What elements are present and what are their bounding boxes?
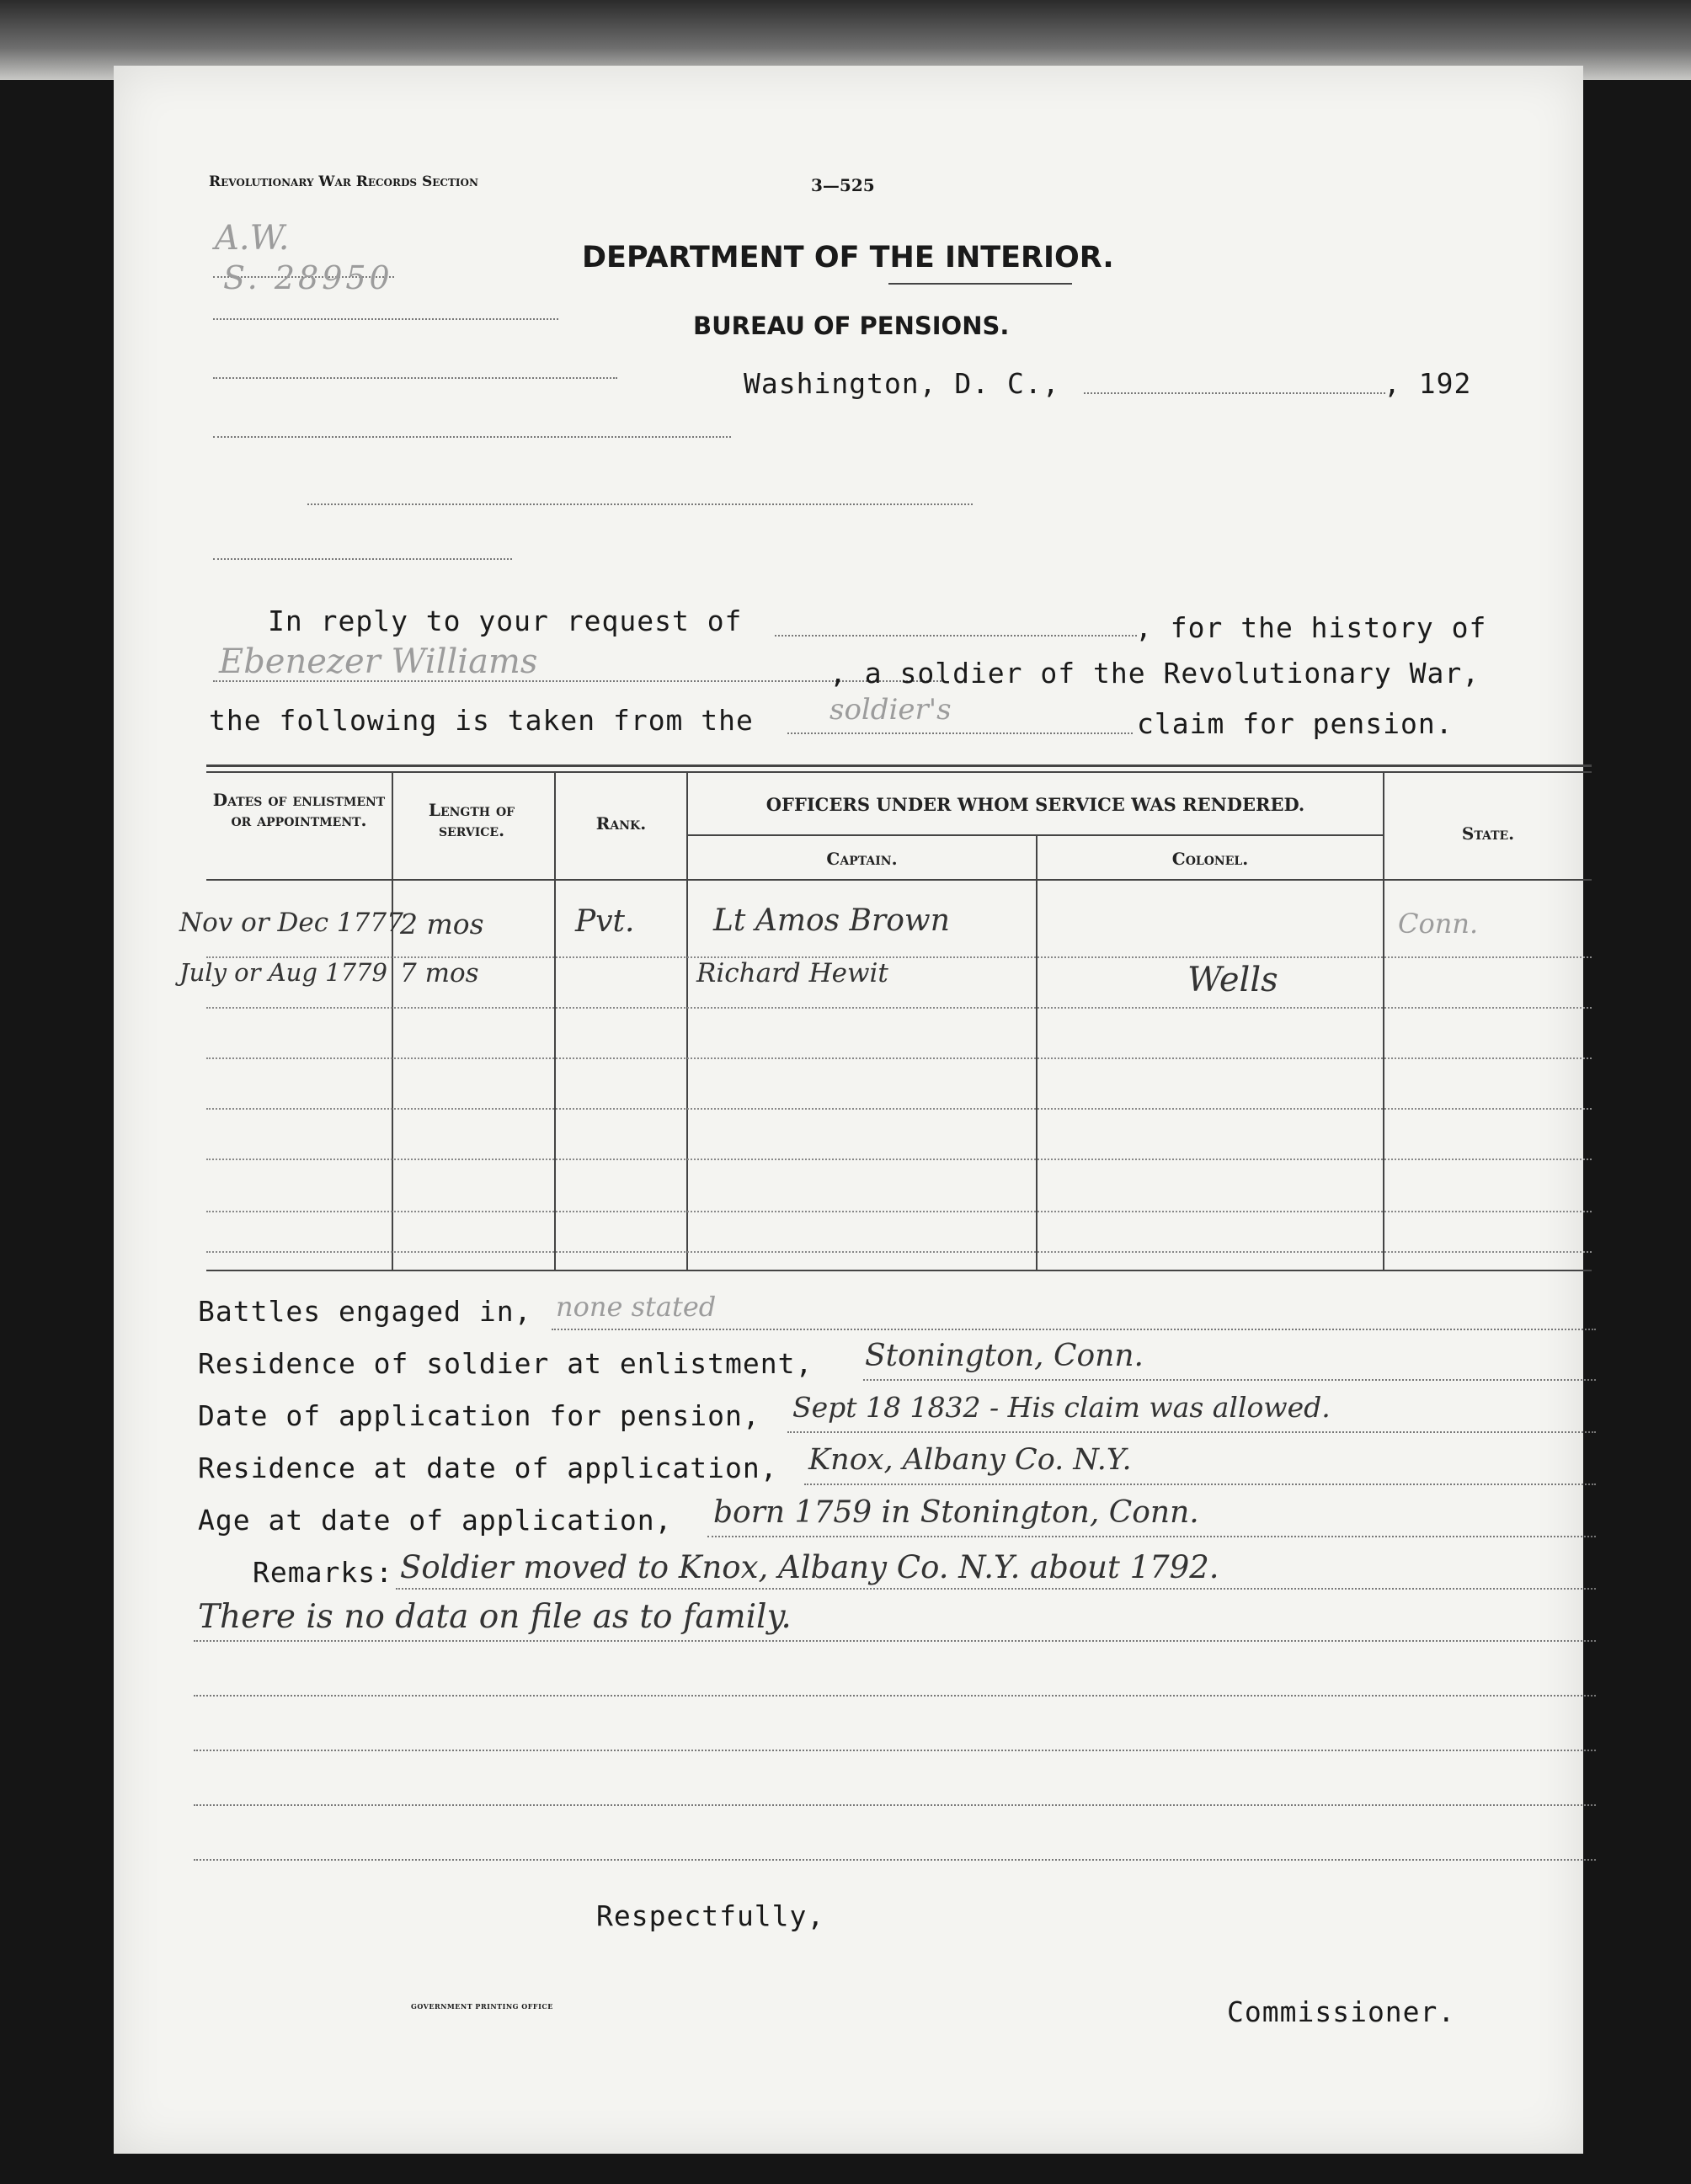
header-officers: OFFICERS UNDER WHOM SERVICE WAS RENDERED.: [765, 794, 1305, 815]
file-number: S. 28950: [223, 259, 393, 296]
battles-label: Battles engaged in,: [198, 1295, 532, 1328]
battles-value: none stated: [556, 1291, 717, 1323]
residence-application-line: [804, 1484, 1596, 1485]
row-captain: Lt Amos Brown: [713, 903, 950, 938]
department-title: DEPARTMENT OF THE INTERIOR.: [582, 241, 1114, 274]
remarks-line-1: Soldier moved to Knox, Albany Co. N.Y. about 1792.: [400, 1549, 1219, 1585]
reply-prefix: In reply to your request of: [268, 605, 743, 637]
records-section-label: Revolutionary War Records Section: [209, 173, 478, 190]
row-rank: Pvt.: [575, 904, 635, 939]
header-state: State.: [1461, 823, 1515, 844]
age-value: born 1759 in Stonington, Conn.: [713, 1495, 1199, 1530]
col-divider-3: [686, 773, 688, 1271]
row-rule-5: [206, 1159, 1592, 1160]
commissioner-label: Commissioner.: [1227, 1995, 1456, 2028]
row-date: July or Aug 1779: [179, 958, 387, 987]
date-application-value: Sept 18 1832 - His claim was allowed.: [792, 1391, 1331, 1424]
following-prefix: the following is taken from the: [209, 704, 754, 737]
history-suffix: , for the history of: [1135, 611, 1487, 644]
address-line-2: [213, 436, 731, 438]
row-length: 2 mos: [400, 908, 484, 940]
date-application-line: [787, 1431, 1596, 1433]
col-divider-1: [392, 773, 393, 1271]
remarks-rule-5: [194, 1804, 1596, 1806]
row-rule-2: [206, 1007, 1592, 1009]
address-line-3: [307, 503, 973, 505]
address-line-1: [213, 377, 617, 379]
row-state: Conn.: [1398, 908, 1479, 940]
remarks-rule-1: [396, 1588, 1596, 1590]
table-top-rule: [206, 764, 1592, 767]
remarks-rule-4: [194, 1750, 1596, 1751]
claim-suffix: claim for pension.: [1137, 707, 1454, 740]
address-line-4: [213, 558, 512, 560]
table-bottom-rule: [206, 1270, 1592, 1271]
battles-line: [552, 1329, 1596, 1330]
file-prefix: A.W.: [215, 219, 290, 258]
row-date: Nov or Dec 1777: [179, 908, 403, 938]
respectfully-label: Respectfully,: [596, 1899, 825, 1932]
row-rule-6: [206, 1211, 1592, 1212]
remarks-rule-2: [194, 1640, 1596, 1642]
age-line: [707, 1536, 1596, 1537]
soldier-suffix: , a soldier of the Revolutionary War,: [829, 657, 1480, 690]
date-line: [1084, 392, 1385, 394]
remarks-label: Remarks:: [253, 1556, 393, 1589]
year-label: , 192: [1384, 367, 1472, 400]
remarks-line-2: There is no data on file as to family.: [198, 1598, 792, 1636]
residence-enlistment-value: Stonington, Conn.: [865, 1339, 1144, 1373]
officers-subrule: [688, 834, 1383, 836]
age-label: Age at date of application,: [198, 1504, 673, 1537]
row-length: 7 mos: [400, 958, 479, 988]
form-number: 3—525: [811, 175, 875, 195]
printer-imprint: GOVERNMENT PRINTING OFFICE: [411, 2002, 553, 2011]
claim-type: soldier's: [829, 693, 952, 727]
header-length: Length of service.: [428, 800, 515, 840]
header-rank: Rank.: [595, 813, 647, 834]
row-colonel: Wells: [1187, 961, 1278, 999]
residence-enlistment-line: [863, 1379, 1596, 1381]
file-number-line: [213, 318, 558, 320]
pension-record-form: [114, 66, 1583, 2154]
header-dates: Dates of enlistment or appointment.: [212, 790, 386, 830]
request-date-line: [775, 635, 1137, 637]
place-label: Washington, D. C.,: [744, 367, 1060, 400]
header-bottom-rule: [206, 879, 1592, 881]
residence-application-value: Knox, Albany Co. N.Y.: [808, 1443, 1132, 1477]
form-number-rule: [888, 283, 1072, 285]
col-divider-4: [1036, 836, 1038, 1271]
residence-application-label: Residence at date of application,: [198, 1452, 778, 1484]
claim-type-line: [787, 732, 1133, 734]
remarks-rule-3: [194, 1695, 1596, 1697]
header-captain: Captain.: [826, 849, 898, 869]
remarks-rule-6: [194, 1859, 1596, 1861]
date-application-label: Date of application for pension,: [198, 1399, 760, 1432]
col-divider-2: [554, 773, 556, 1271]
header-colonel: Colonel.: [1171, 849, 1249, 869]
bureau-title: BUREAU OF PENSIONS.: [693, 312, 1010, 340]
row-rule-3: [206, 1057, 1592, 1059]
row-rule-4: [206, 1108, 1592, 1110]
row-rule-7: [206, 1251, 1592, 1253]
row-captain: Richard Hewit: [696, 958, 888, 988]
soldier-name: Ebenezer Williams: [219, 642, 538, 681]
residence-enlistment-label: Residence of soldier at enlistment,: [198, 1347, 813, 1380]
col-divider-5: [1383, 773, 1384, 1271]
